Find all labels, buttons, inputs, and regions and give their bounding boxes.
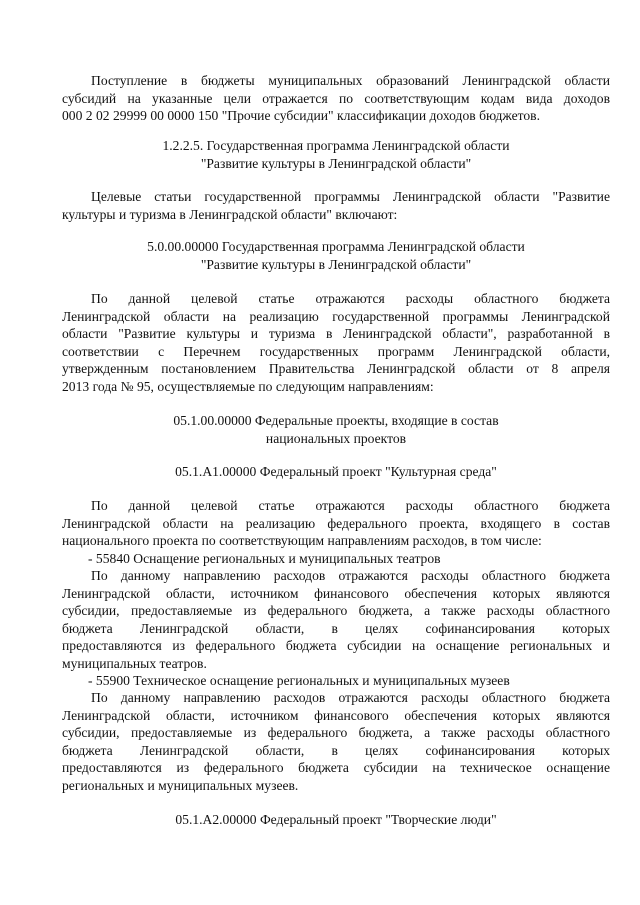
text-line: 2013 года № 95, осуществляемые по следующим направлениям: (62, 378, 434, 394)
paragraph-museums-expenses (62, 689, 610, 794)
text-line: субсидии, предоставляемые из федерального бюджета, а также расходы областного (62, 603, 610, 618)
text-line: По данной целевой статье отражаются расходы областного бюджета (91, 291, 610, 306)
paragraph-revenue-subsidies (62, 72, 610, 125)
heading-line: "Развитие культуры в Ленинградской области" (200, 257, 472, 272)
text-line: соответствии с Перечнем государственных программ Ленинградской области, (62, 343, 610, 359)
heading-line: 05.1.00.00000 Федеральные проекты, входящие в состав (173, 413, 499, 428)
list-item-text: - 55840 Оснащение региональных и муниципальных театров (88, 551, 441, 566)
text-line: региональных и муниципальных музеев. (62, 777, 299, 793)
text-line: области "Развитие культуры и туризма в Ленинградской области", разработанной в (62, 326, 610, 341)
section-heading-05-1-a1 (62, 463, 610, 481)
list-item-55840 (62, 550, 636, 568)
heading-line: 05.1.А2.00000 Федеральный проект "Творческие люди" (175, 812, 497, 827)
paragraph-federal-project-expenses (62, 497, 610, 550)
text-line: предоставляются из федерального бюджета субсидии на оснащение региональных и (62, 638, 610, 653)
text-line: предоставляются из федерального бюджета субсидии на техническое оснащение (62, 760, 610, 775)
text-line: утвержденным постановлением Правительства Ленинградской области от 8 апреля (62, 361, 610, 376)
paragraph-target-articles (62, 188, 610, 223)
text-line: муниципальных театров. (62, 655, 207, 671)
text-line: бюджета Ленинградской области, в целях софинансирования которых (62, 742, 610, 758)
section-heading-1-2-2-5 (62, 137, 610, 173)
text-line: бюджета Ленинградской области, в целях софинансирования которых (62, 620, 610, 636)
text-line: культуры и туризма в Ленинградской области" включают: (62, 206, 398, 222)
text-line: национального проекта по соответствующим направлениям расходов, в том числе: (62, 533, 542, 548)
section-heading-05-1-00 (62, 412, 610, 448)
section-heading-05-1-a2 (62, 811, 610, 829)
text-line: Ленинградской области на реализацию государственной программы Ленинградской (62, 308, 610, 324)
text-line: Целевые статьи государственной программы Ленинградской области "Развитие (91, 189, 610, 204)
text-line: субсидий на указанные цели отражается по соответствующим кодам вида доходов (62, 90, 610, 106)
heading-line: национальных проектов (265, 431, 407, 446)
text-line: Ленинградской области, источником финансового обеспечения которых являются (62, 585, 610, 601)
paragraph-theatres-expenses (62, 567, 610, 672)
text-line: По данному направлению расходов отражаются расходы областного бюджета (91, 568, 610, 583)
paragraph-program-expenses (62, 290, 610, 395)
text-line: субсидии, предоставляемые из федерального бюджета, а также расходы областного (62, 725, 610, 740)
text-line: По данной целевой статье отражаются расходы областного бюджета (91, 498, 610, 513)
heading-line: "Развитие культуры в Ленинградской области" (200, 156, 472, 171)
list-item-text: - 55900 Техническое оснащение региональных и муниципальных музеев (88, 673, 510, 688)
heading-line: 05.1.А1.00000 Федеральный проект "Культурная среда" (175, 464, 497, 479)
heading-line: 5.0.00.00000 Государственная программа Ленинградской области (147, 239, 525, 254)
text-line: Ленинградской области, источником финансового обеспечения которых являются (62, 707, 610, 723)
list-item-55900 (62, 672, 636, 690)
text-line: Ленинградской области на реализацию федерального проекта, входящего в состав (62, 515, 610, 531)
text-line: 000 2 02 29999 00 0000 150 "Прочие субсидии" классификации доходов бюджетов. (62, 108, 540, 123)
section-heading-5-0-00 (62, 238, 610, 274)
heading-line: 1.2.2.5. Государственная программа Ленинградской области (162, 138, 510, 153)
text-line: Поступление в бюджеты муниципальных образований Ленинградской области (91, 73, 610, 88)
text-line: По данному направлению расходов отражаются расходы областного бюджета (91, 690, 610, 705)
